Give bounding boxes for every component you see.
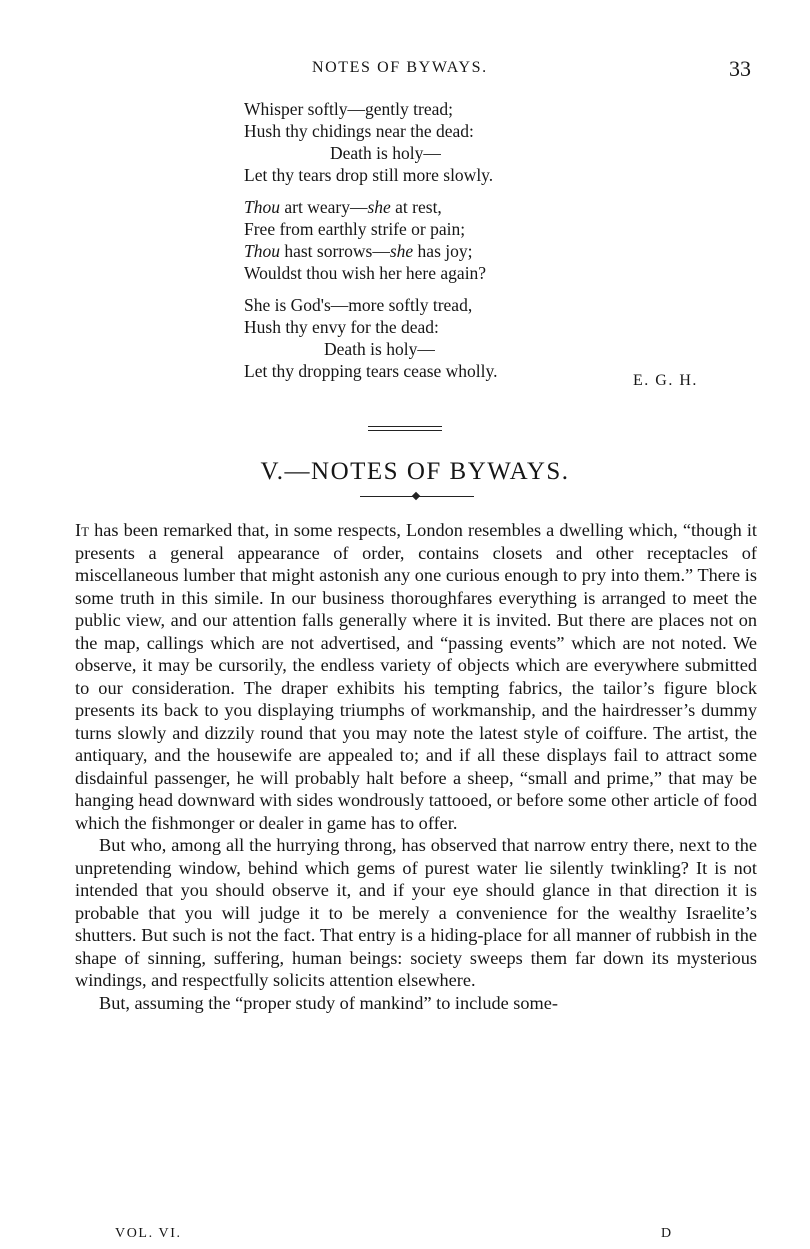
article-body	[75, 519, 757, 1014]
poem-line: Hush thy envy for the dead:	[244, 317, 439, 337]
poem-line: Let thy tears drop still more slowly.	[244, 165, 494, 185]
poem-line: Death is holy—	[324, 339, 435, 359]
paragraph-3: But, assuming the “proper study of mankind” to include some-	[99, 992, 558, 1013]
signature-mark: D	[661, 1226, 672, 1241]
poem-line: She is God's—more softly tread,	[244, 295, 473, 315]
section-title: V.—NOTES OF BYWAYS.	[260, 458, 570, 485]
paragraph-2: But who, among all the hurrying throng, has observed that narrow entry there, next to the unpretending window, behind which gems of purest water lie silently twinkling? It is not intended that you should observe it, and if your eye should glance in that direction it is probable that you will judge it to be merely a convenience for the wealthy Israelite’s shutters. But such is not the fact. That entry is a hiding-place for all manner of rubbish in the shape of sinning, suffering, human beings: society sweeps them far down its mysterious windings, and respectfully solicits attention elsewhere.	[75, 835, 757, 990]
poem-line: Death is holy—	[330, 143, 441, 163]
poem-stanza-3	[244, 294, 724, 382]
poem	[244, 98, 724, 392]
paragraph-1-text: has been remarked that, in some respects, London resembles a dwelling which, “though it presents a general appearance of order, contains closets and other receptacles of miscellaneous lumber that might astonish any one curious enough to pry into them.” There is some truth in this simile. In our business thoroughfares everything is arranged to meet the public view, and our attention falls generally where it is invited. But there are places not on the map, callings which are not advertised, and “passing events” which are not noted. We observe, it may be cursorily, the endless variety of objects which are everywhere submitted to our consideration. The draper exhibits his tempting fabrics, the tailor’s figure block presents its back to you displaying triumphs of workmanship, and the hairdresser’s dummy turns slowly and dizzily round that you may note the latest style of coiffure. The artist, the antiquary, and the housewife are appealed to; and if all these displays fail to attract some disdainful passenger, he will probably halt before a sheep, “small and prime,” that may be hanging head downward with sides wondrously tattooed, or before some other article of food which the fishmonger or dealer in game has to offer.	[75, 520, 757, 833]
poem-line: Thou art weary—she at rest,	[244, 197, 442, 217]
running-head	[0, 56, 810, 84]
running-title: NOTES OF BYWAYS.	[312, 59, 488, 76]
poem-signature: E. G. H.	[633, 372, 698, 389]
poem-line: Whisper softly—gently tread;	[244, 99, 453, 119]
ornament-divider	[360, 492, 474, 502]
poem-stanza-2	[244, 196, 724, 284]
paragraph-1	[75, 519, 757, 834]
page-footer	[0, 1226, 810, 1248]
poem-line: Hush thy chidings near the dead:	[244, 121, 474, 141]
poem-line: Let thy dropping tears cease wholly.	[244, 361, 498, 381]
double-rule-divider	[368, 426, 442, 431]
poem-line: Thou hast sorrows—she has joy;	[244, 241, 473, 261]
poem-stanza-1	[244, 98, 724, 186]
diamond-ornament-icon	[412, 492, 420, 500]
paragraph-opening-word: It	[75, 520, 90, 540]
volume-label: VOL. VI.	[115, 1226, 182, 1241]
page-number: 33	[729, 56, 751, 81]
poem-line: Free from earthly strife or pain;	[244, 219, 466, 239]
poem-line: Wouldst thou wish her here again?	[244, 263, 487, 283]
